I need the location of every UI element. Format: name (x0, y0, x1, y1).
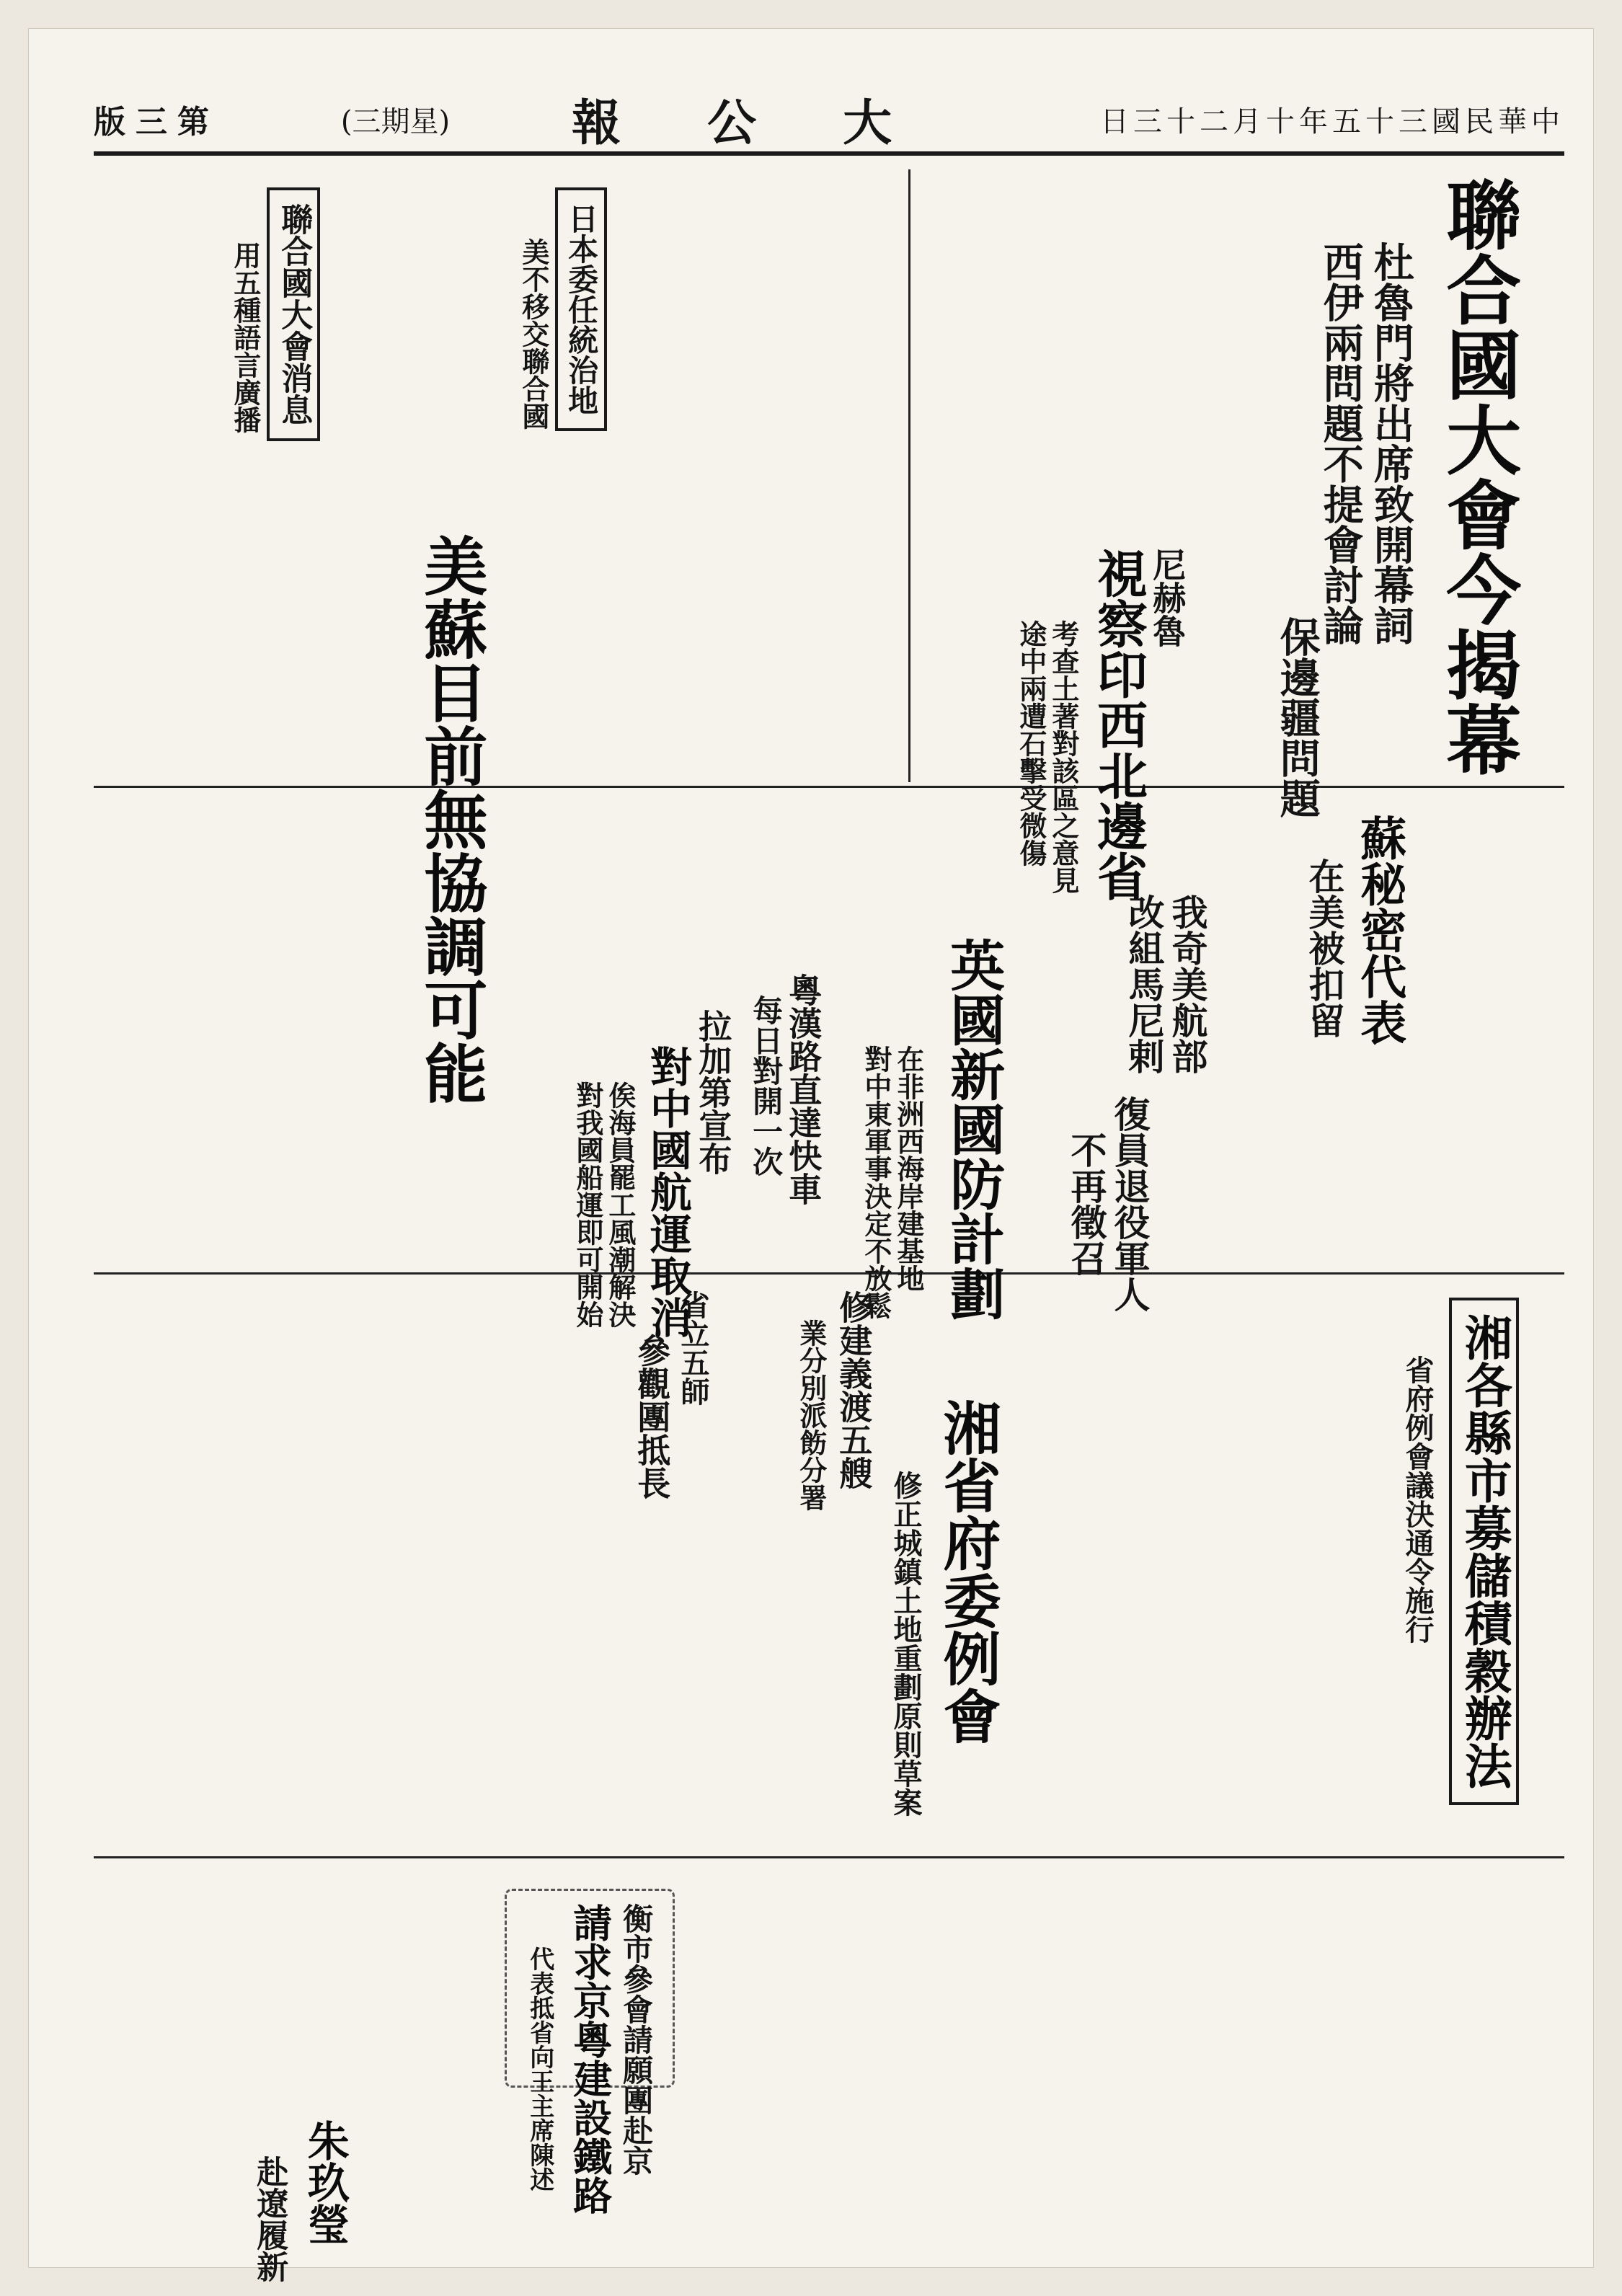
us-navy-subheadline: 改組馬尼剌 (1122, 894, 1166, 1074)
latin-detail: 俟海員罷工風潮解決 (603, 1081, 637, 1328)
delegation-headline: 參觀團抵長 (632, 1334, 672, 1499)
kashmir-subheadline: 在美被扣留 (1303, 858, 1346, 1038)
japan-un-headline (555, 187, 607, 431)
japan-un-title: 日本委任統治地 (564, 203, 600, 415)
section-divider (94, 1856, 1564, 1858)
nehru-detail: 途中兩遭石擊受微傷 (1014, 620, 1047, 866)
lead-headline: 聯合國大會今揭幕 (1433, 177, 1523, 776)
railway-headline: 請求京粵建設鐵路 (567, 1903, 613, 2215)
page-label: 版三第 (94, 104, 219, 141)
hunan-rice-headline (1449, 1298, 1519, 1805)
us-navy-headline: 我奇美航部 (1166, 894, 1209, 1074)
japan-un-subheadline: 美不移交聯合國 (517, 238, 550, 430)
column-divider (908, 169, 910, 782)
hunan-rice-title: 湘各縣市募儲積穀辦法 (1456, 1313, 1513, 1789)
nehru-subheadline: 視察印西北邊省 (1089, 548, 1149, 901)
railway-subheadline: 衡市參會請願團赴京 (619, 1903, 655, 2176)
paper-name: 報公大 (572, 94, 979, 152)
repair-subheadline: 業分別派飭分署 (794, 1319, 828, 1511)
draft-headline: 復員退役軍人 (1108, 1096, 1151, 1312)
uk-defense-headline: 英國新國防計劃 (941, 937, 1006, 1321)
repair-headline: 修建義渡五艘 (834, 1290, 874, 1489)
weekday: (三期星) (340, 105, 451, 138)
lead-subheadline: 杜魯門將出席致開幕詞 (1367, 241, 1415, 645)
latin-headline: 拉加第宣布 (693, 1009, 733, 1175)
hunan-council-headline: 湘省府委例會 (934, 1399, 1001, 1745)
masthead (94, 87, 1564, 156)
yuehan-headline: 粵漢路直達快車 (784, 973, 823, 1205)
un-broadcast-subheadline: 用五種語言廣播 (229, 241, 262, 433)
yuehan-subheadline: 每日對開一次 (748, 995, 784, 1176)
uk-defense-subheadline: 在非洲西海岸建基地 (892, 1045, 925, 1292)
railway-detail: 代表抵省向王主席陳述 (525, 1946, 554, 2191)
un-broadcast-title: 聯合國大會消息 (275, 203, 313, 425)
nehru-detail: 考查土著對該區之意見 (1047, 620, 1080, 894)
section-divider (94, 1272, 1564, 1275)
security-headline: 保邊疆問題 (1273, 616, 1321, 818)
section-divider (94, 786, 1564, 788)
delegation-subheadline: 省立五師 (676, 1290, 710, 1406)
latin-detail: 對我國船運即可開始 (571, 1081, 604, 1328)
lead-subheadline: 西伊兩問題不提會討論 (1316, 241, 1365, 645)
draft-subheadline: 不再徵召 (1065, 1132, 1108, 1276)
latin-subheadline: 對中國航運取消 (642, 1045, 692, 1338)
obituary-headline: 朱玖瑩 (300, 2119, 350, 2245)
uk-defense-subheadline: 對中東軍事決定不放鬆 (859, 1045, 892, 1319)
hunan-rice-subheadline: 省府例會議決通令施行 (1401, 1355, 1435, 1644)
un-broadcast-headline (267, 187, 320, 441)
issue-date: 日三十二月十年五十三國民華中 (1100, 105, 1564, 138)
obituary-subheadline: 赴遼履新 (251, 2155, 288, 2282)
hunan-council-subheadline: 修正城鎮土地重劃原則草案 (889, 1471, 923, 1817)
us-soviet-headline: 美蘇目前無協調可能 (414, 533, 489, 1104)
kashmir-headline: 蘇秘密代表 (1352, 815, 1407, 1045)
nehru-headline: 尼赫魯 (1148, 548, 1187, 647)
